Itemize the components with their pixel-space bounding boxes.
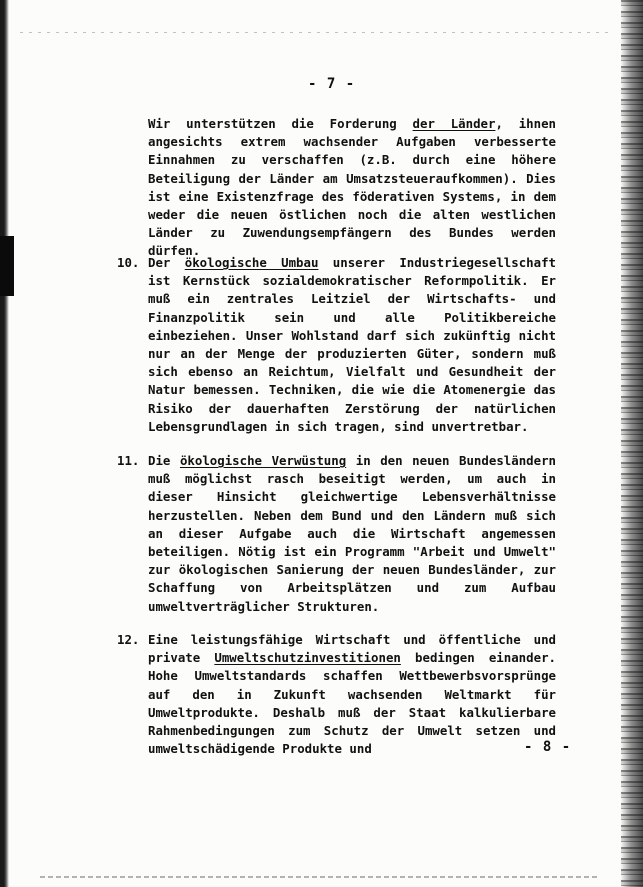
scan-edge-right bbox=[621, 0, 643, 887]
intro-text-start: Wir unterstützen die Forderung bbox=[148, 116, 413, 131]
item-text-start: Der bbox=[148, 255, 185, 270]
item-underlined-term: Umweltschutzinvestitionen bbox=[214, 650, 401, 666]
intro-text-end: , ihnen angesichts extrem wachsender Aufgaben verbesserte Einnahmen zu verschaffen (z.B. durch eine höhere Beteiligung der Länder am Umsatzsteueraufkommen). Dies ist eine Existenzfrage des föderativen Systems, in dem weder die neuen östlichen noch die alten westlichen Länder zu Zuwendungsempfängern des Bundes werden dürfen. bbox=[148, 116, 556, 259]
page-number: - 7 - bbox=[308, 76, 356, 92]
scan-line-bottom bbox=[40, 876, 600, 878]
item-underlined-term: ökologische Umbau bbox=[184, 255, 319, 270]
item-number-10: 10. bbox=[117, 255, 140, 270]
next-page-indicator: - 8 - bbox=[524, 739, 572, 755]
item-paragraph-10 bbox=[148, 254, 556, 436]
item-text-start: Eine leistungsfähige Wirtschaft und öffentliche und private bbox=[148, 632, 556, 666]
item-text-start: Die bbox=[148, 453, 180, 468]
scan-mark-left bbox=[0, 236, 14, 296]
intro-underlined-term: der Länder bbox=[412, 116, 496, 131]
scan-line-top bbox=[20, 32, 610, 33]
item-text-end: bedingen einander. Hohe Umweltstandards schaffen Wettbewerbsvorsprünge auf den in Zukunft wachsenden Weltmarkt für Umweltprodukte. Deshalb muß der Staat kalkulierbare Rahmenbedingungen zum Schutz der Umwelt setzen und umweltschädigende Produkte und bbox=[148, 650, 556, 757]
item-number-12: 12. bbox=[117, 632, 140, 647]
item-underlined-term: ökologische Verwüstung bbox=[179, 453, 347, 468]
scan-edge-left bbox=[0, 0, 9, 887]
item-text-end: unserer Industriegesellschaft ist Kernstück sozialdemokratischer Reformpolitik. Er muß ein zentrales Leitziel der Wirtschafts- und Finanzpolitik sein und alle Politikbereiche einbeziehen. Unser Wohlstand darf sich zukünftig nicht nur an der Menge der produzierten Güter, sondern muß sich ebenso an Reichtum, Vielfalt und Gesundheit der Natur bemessen. Techniken, die wie die Atomenergie das Risiko der dauerhaften Zerstörung der natürlichen Lebensgrundlagen in sich tragen, sind unvertretbar. bbox=[148, 255, 556, 434]
item-paragraph-12 bbox=[148, 631, 556, 758]
intro-paragraph bbox=[148, 115, 556, 261]
item-text-end: in den neuen Bundesländern muß möglichst rasch beseitigt werden, um auch in dieser Hinsicht gleichwertige Lebensverhältnisse herzustellen. Neben dem Bund und den Ländern muß sich an dieser Aufgabe auch die Wirtschaft angemessen beteiligen. Nötig ist ein Programm "Arbeit und Umwelt" zur ökologischen Sanierung der neuen Bundesländer, zur Schaffung von Arbeitsplätzen und zum Aufbau umweltverträglicher Strukturen. bbox=[148, 453, 556, 614]
item-paragraph-11 bbox=[148, 452, 556, 616]
item-number-11: 11. bbox=[117, 453, 140, 468]
